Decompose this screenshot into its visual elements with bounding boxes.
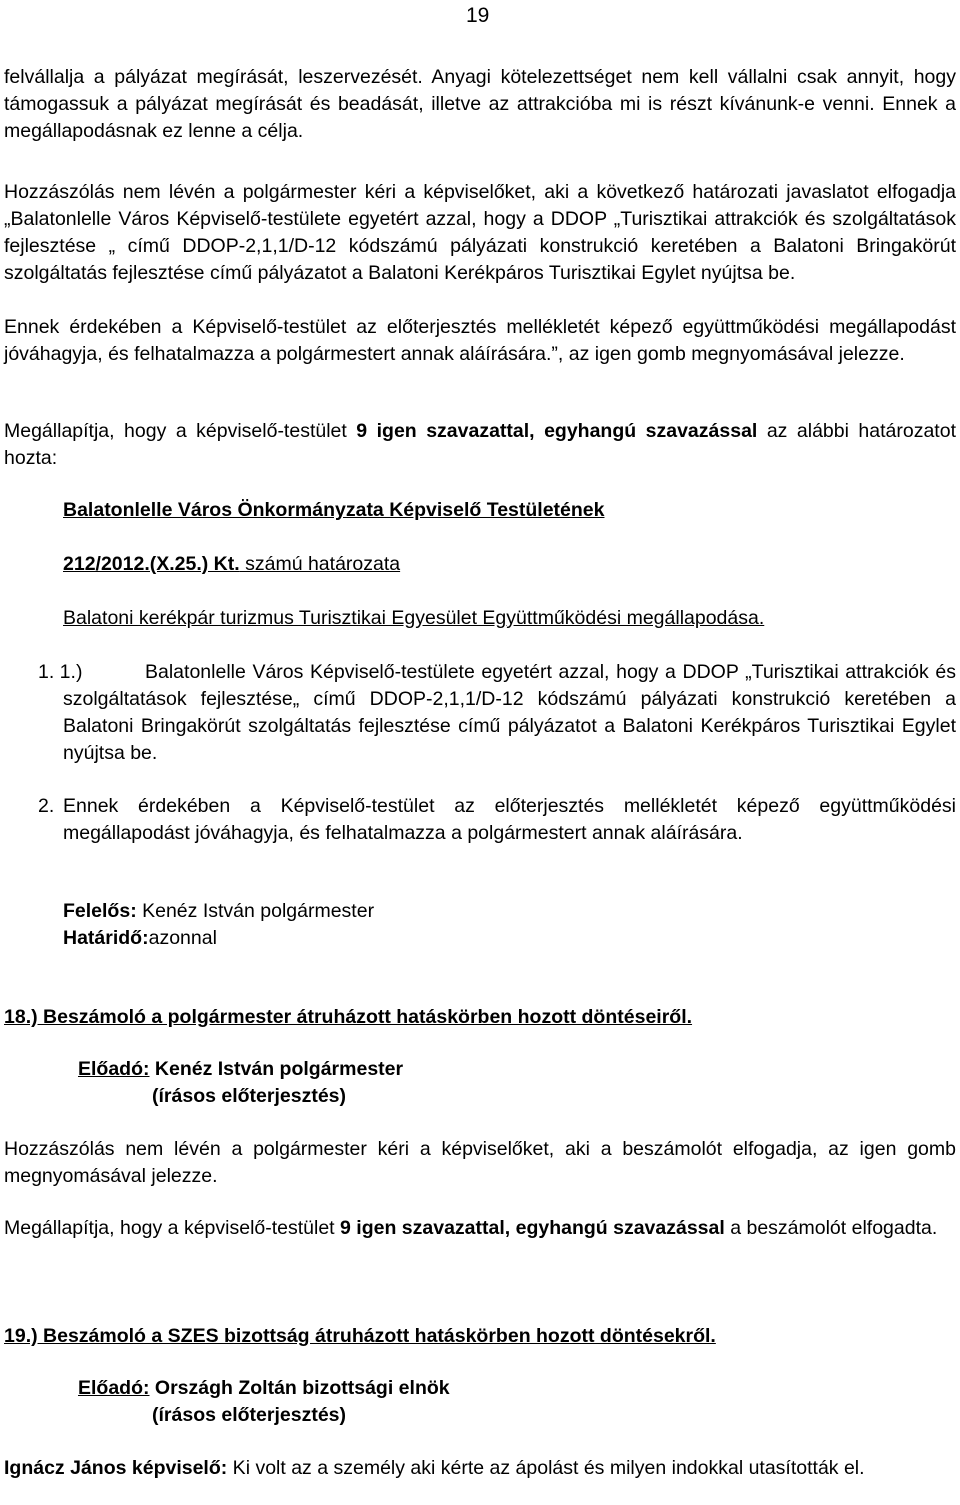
section-18-presenter <box>78 1056 960 1083</box>
paragraph-proposal-cont: Ennek érdekében a Képviselő-testület az előterjesztés mellékletét képező együttműködési megállapodást jóváhagyja, és felhatalmazza a polgármestert annak aláírására.”, az igen gomb megnyomásával jelezze. <box>4 316 956 365</box>
item-2-text: Ennek érdekében a Képviselő-testület az előterjesztés mellékletét képező együttműködési megállapodást jóváhagyja, és felhatalmazza a polgármestert annak aláírására. <box>63 795 956 844</box>
speaker-name: Ignácz János képviselő: <box>4 1457 228 1479</box>
resolution-number-suffix: számú határozata <box>239 553 401 575</box>
section-19-title-text: 19.) Beszámoló a SZES bizottság átruházott hatáskörben hozott döntésekről. <box>4 1325 716 1347</box>
resolution-body <box>63 497 956 524</box>
responsible-label: Felelős: <box>63 900 137 922</box>
item-1-prefix: 1. 1.) <box>38 661 83 683</box>
section-18-note <box>152 1083 960 1110</box>
vote-result: 9 igen szavazattal, egyhangú szavazással <box>340 1217 725 1239</box>
item-2 <box>38 793 956 847</box>
deadline-label: Határidő: <box>63 927 149 949</box>
section-19-speech <box>4 1455 956 1482</box>
paragraph-intro: felvállalja a pályázat megírását, leszervezését. Anyagi kötelezettséget nem kell vállalni csak annyit, hogy támogassuk a pályázat megírását és beadását, illetve az attrakcióba mi is részt kívánunk-e venni. Ennek a megállapodásnak ez lenne a célja. <box>4 66 956 142</box>
responsible-line <box>63 898 956 925</box>
presenter-name: Országh Zoltán bizottsági elnök <box>149 1377 450 1399</box>
presenter-name: Kenéz István polgármester <box>149 1058 404 1080</box>
item-2-number: 2. <box>38 795 55 817</box>
note-text: (írásos előterjesztés) <box>152 1085 347 1107</box>
resolution-subject <box>63 605 956 632</box>
responsible-value: Kenéz István polgármester <box>136 900 375 922</box>
section-18-title-text: 18.) Beszámoló a polgármester átruházott hatáskörben hozott döntéseiről. <box>4 1006 693 1028</box>
vote-pre: Megállapítja, hogy a képviselő-testület <box>4 420 357 442</box>
resolution-number <box>63 551 956 578</box>
section-19-title <box>4 1323 956 1350</box>
deadline-value: azonnal <box>148 927 217 949</box>
section-19-note <box>152 1402 960 1429</box>
item-1-text <box>38 659 956 767</box>
note-text: (írásos előterjesztés) <box>152 1404 347 1426</box>
deadline-line <box>63 925 956 952</box>
item-1 <box>38 659 956 767</box>
presenter-label: Előadó: <box>78 1377 150 1399</box>
section-18-vote <box>4 1215 956 1242</box>
paragraph-proposal: Hozzászólás nem lévén a polgármester kéri a képviselőket, aki a következő határozati javaslatot elfogadja „Balatonlelle Város Képviselő-testülete egyetért azzal, hogy a DDOP „Turisztikai attrakciók és szolgáltatások fejlesztése „ című DDOP-2,1,1/D-12 kódszámú pályázati konstrukció keretében a Balatoni Bringakörút szolgáltatás fejlesztése című pályázatot a Balatoni Kerékpáros Turisztikai Egylet nyújtsa be. <box>4 181 956 284</box>
resolution-body-text: Balatonlelle Város Önkormányzata Képviselő Testületének <box>63 499 605 521</box>
presenter-label: Előadó: <box>78 1058 150 1080</box>
resolution-number-text: 212/2012.(X.25.) Kt. <box>63 553 240 575</box>
vote-post: az alábbi határozatot hozta: <box>4 420 956 469</box>
vote-result: 9 igen szavazattal, egyhangú szavazással <box>356 420 758 442</box>
resolution-subject-text: Balatoni kerékpár turizmus Turisztikai Egyesület Együttműködési megállapodása. <box>63 607 765 629</box>
item-1-body: Balatonlelle Város Képviselő-testülete egyetért azzal, hogy a DDOP „Turisztikai attrakciók és szolgáltatások fejlesztése„ című DDOP-2,1,1/D-12 kódszámú pályázati konstrukció keretében a Balatoni Bringakörút szolgáltatás fejlesztése című pályázatot a Balatoni Kerékpáros Turisztikai Egylet nyújtsa be. <box>63 661 956 764</box>
section-18-title <box>4 1004 956 1031</box>
page-number: 19 <box>466 4 490 27</box>
section-19-presenter <box>78 1375 960 1402</box>
vote-pre: Megállapítja, hogy a képviselő-testület <box>4 1217 341 1239</box>
section-18-paragraph: Hozzászólás nem lévén a polgármester kéri a képviselőket, aki a beszámolót elfogadja, az igen gomb megnyomásával jelezze. <box>4 1138 956 1187</box>
vote-statement-1 <box>4 418 956 472</box>
vote-post: a beszámolót elfogadta. <box>724 1217 938 1239</box>
speech-text: Ki volt az a személy aki kérte az ápolást és milyen indokkal utasították el. <box>227 1457 865 1479</box>
